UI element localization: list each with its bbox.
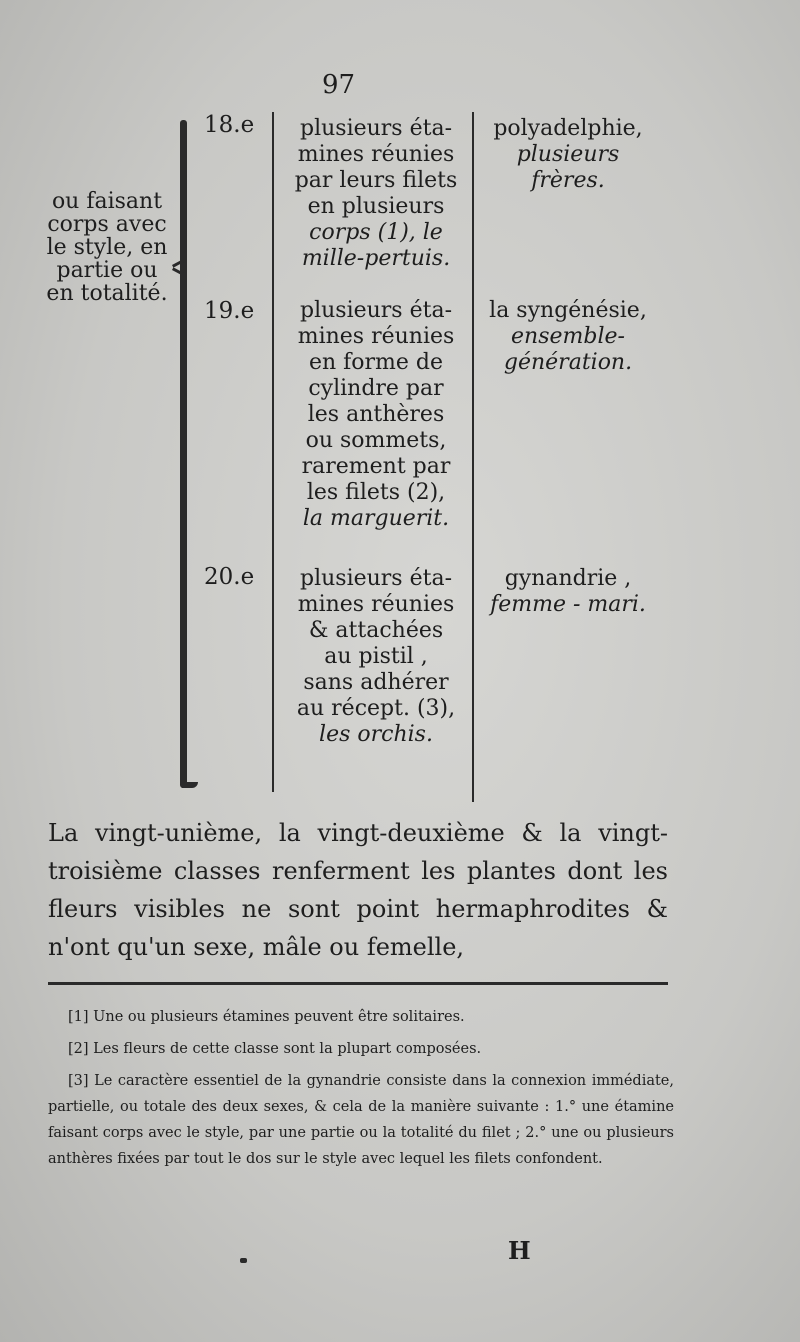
footnote bbox=[48, 1068, 674, 1172]
footnote-mark: [2] bbox=[68, 1041, 89, 1057]
class-name-line: gynandrie , bbox=[504, 566, 632, 591]
footnote-mark: [3] bbox=[68, 1073, 89, 1089]
side-label-line: corps avec bbox=[47, 212, 167, 237]
class-name-line: polyadelphie, bbox=[493, 116, 643, 141]
description-line: plusieurs éta- bbox=[299, 566, 452, 591]
description-line: par leurs filets bbox=[294, 168, 458, 193]
footnote-text: Une ou plusieurs étamines peuvent être solitaires. bbox=[93, 1009, 465, 1025]
class-name-line: la syngénésie, bbox=[489, 298, 647, 323]
description-line: sans adhérer bbox=[303, 670, 449, 695]
class-number: 18.e bbox=[204, 112, 255, 138]
signature-mark: H bbox=[508, 1236, 531, 1265]
description-line: ou sommets, bbox=[305, 428, 447, 453]
description-line: & attachées bbox=[308, 618, 444, 643]
class-name-line: frères. bbox=[531, 168, 605, 193]
column-rule-left bbox=[272, 112, 274, 792]
footnote-text: Le caractère essentiel de la gynandrie consiste dans la connexion immédiate, partielle, ou totale des deux sexes, & cela de la manière suivante : 1.° une étamine faisant corps avec le style, par une partie ou la totalité du filet ; 2.° une ou plusieurs anthères fixées par tout le dos sur le style avec lequel les filets confondent. bbox=[48, 1073, 674, 1167]
class-name-line: ensemble- bbox=[511, 324, 625, 349]
description-line: mines réunies bbox=[297, 592, 455, 617]
description-line: cylindre par bbox=[308, 376, 444, 401]
class-name bbox=[474, 298, 662, 376]
description-line: les filets (2), bbox=[306, 480, 446, 505]
description-line: en forme de bbox=[308, 350, 444, 375]
description-line: corps (1), le bbox=[309, 220, 443, 245]
body-paragraph: La vingt-unième, la vingt-deuxième & la vingt-troisième classes renferment les plantes dont les fleurs visibles ne sont point hermaphrodites & n'ont qu'un sexe, mâle ou femelle, bbox=[48, 819, 668, 961]
footnote bbox=[48, 1004, 674, 1030]
side-label-line: le style, en bbox=[46, 235, 168, 260]
ornament-dot bbox=[240, 1258, 247, 1263]
footnote bbox=[48, 1036, 674, 1062]
description-line: mille-pertuis. bbox=[301, 246, 451, 271]
footnotes bbox=[48, 1004, 674, 1178]
description-line: plusieurs éta- bbox=[299, 298, 452, 323]
class-name-line: génération. bbox=[503, 350, 633, 375]
description-line: plusieurs éta- bbox=[299, 116, 452, 141]
class-description bbox=[282, 116, 470, 272]
class-name-line: femme - mari. bbox=[490, 592, 646, 617]
class-name bbox=[474, 116, 662, 194]
description-line: mines réunies bbox=[297, 142, 455, 167]
side-label-line: en totalité. bbox=[46, 281, 168, 306]
description-line: au récept. (3), bbox=[296, 696, 456, 721]
footnote-mark: [1] bbox=[68, 1009, 89, 1025]
side-label-line: partie ou bbox=[56, 258, 158, 283]
description-line: rarement par bbox=[301, 454, 451, 479]
description-line: les anthères bbox=[307, 402, 445, 427]
class-description bbox=[282, 566, 470, 748]
footnote-text: Les fleurs de cette classe sont la plupart composées. bbox=[93, 1041, 482, 1057]
page-number: 97 bbox=[322, 70, 356, 100]
description-line: la marguerit. bbox=[302, 506, 450, 531]
class-description bbox=[282, 298, 470, 532]
class-number: 19.e bbox=[204, 298, 255, 324]
description-line: les orchis. bbox=[319, 722, 433, 747]
side-label-line: ou faisant bbox=[51, 189, 163, 214]
brace bbox=[180, 120, 187, 788]
class-name-line: plusieurs bbox=[516, 142, 620, 167]
brace-end bbox=[182, 782, 198, 788]
side-label bbox=[36, 190, 178, 305]
class-number: 20.e bbox=[204, 564, 255, 590]
column-rule-right bbox=[472, 112, 474, 802]
description-line: mines réunies bbox=[297, 324, 455, 349]
description-line: au pistil , bbox=[324, 644, 428, 669]
class-name bbox=[474, 566, 662, 618]
description-line: en plusieurs bbox=[307, 194, 445, 219]
footnote-rule bbox=[48, 982, 668, 985]
